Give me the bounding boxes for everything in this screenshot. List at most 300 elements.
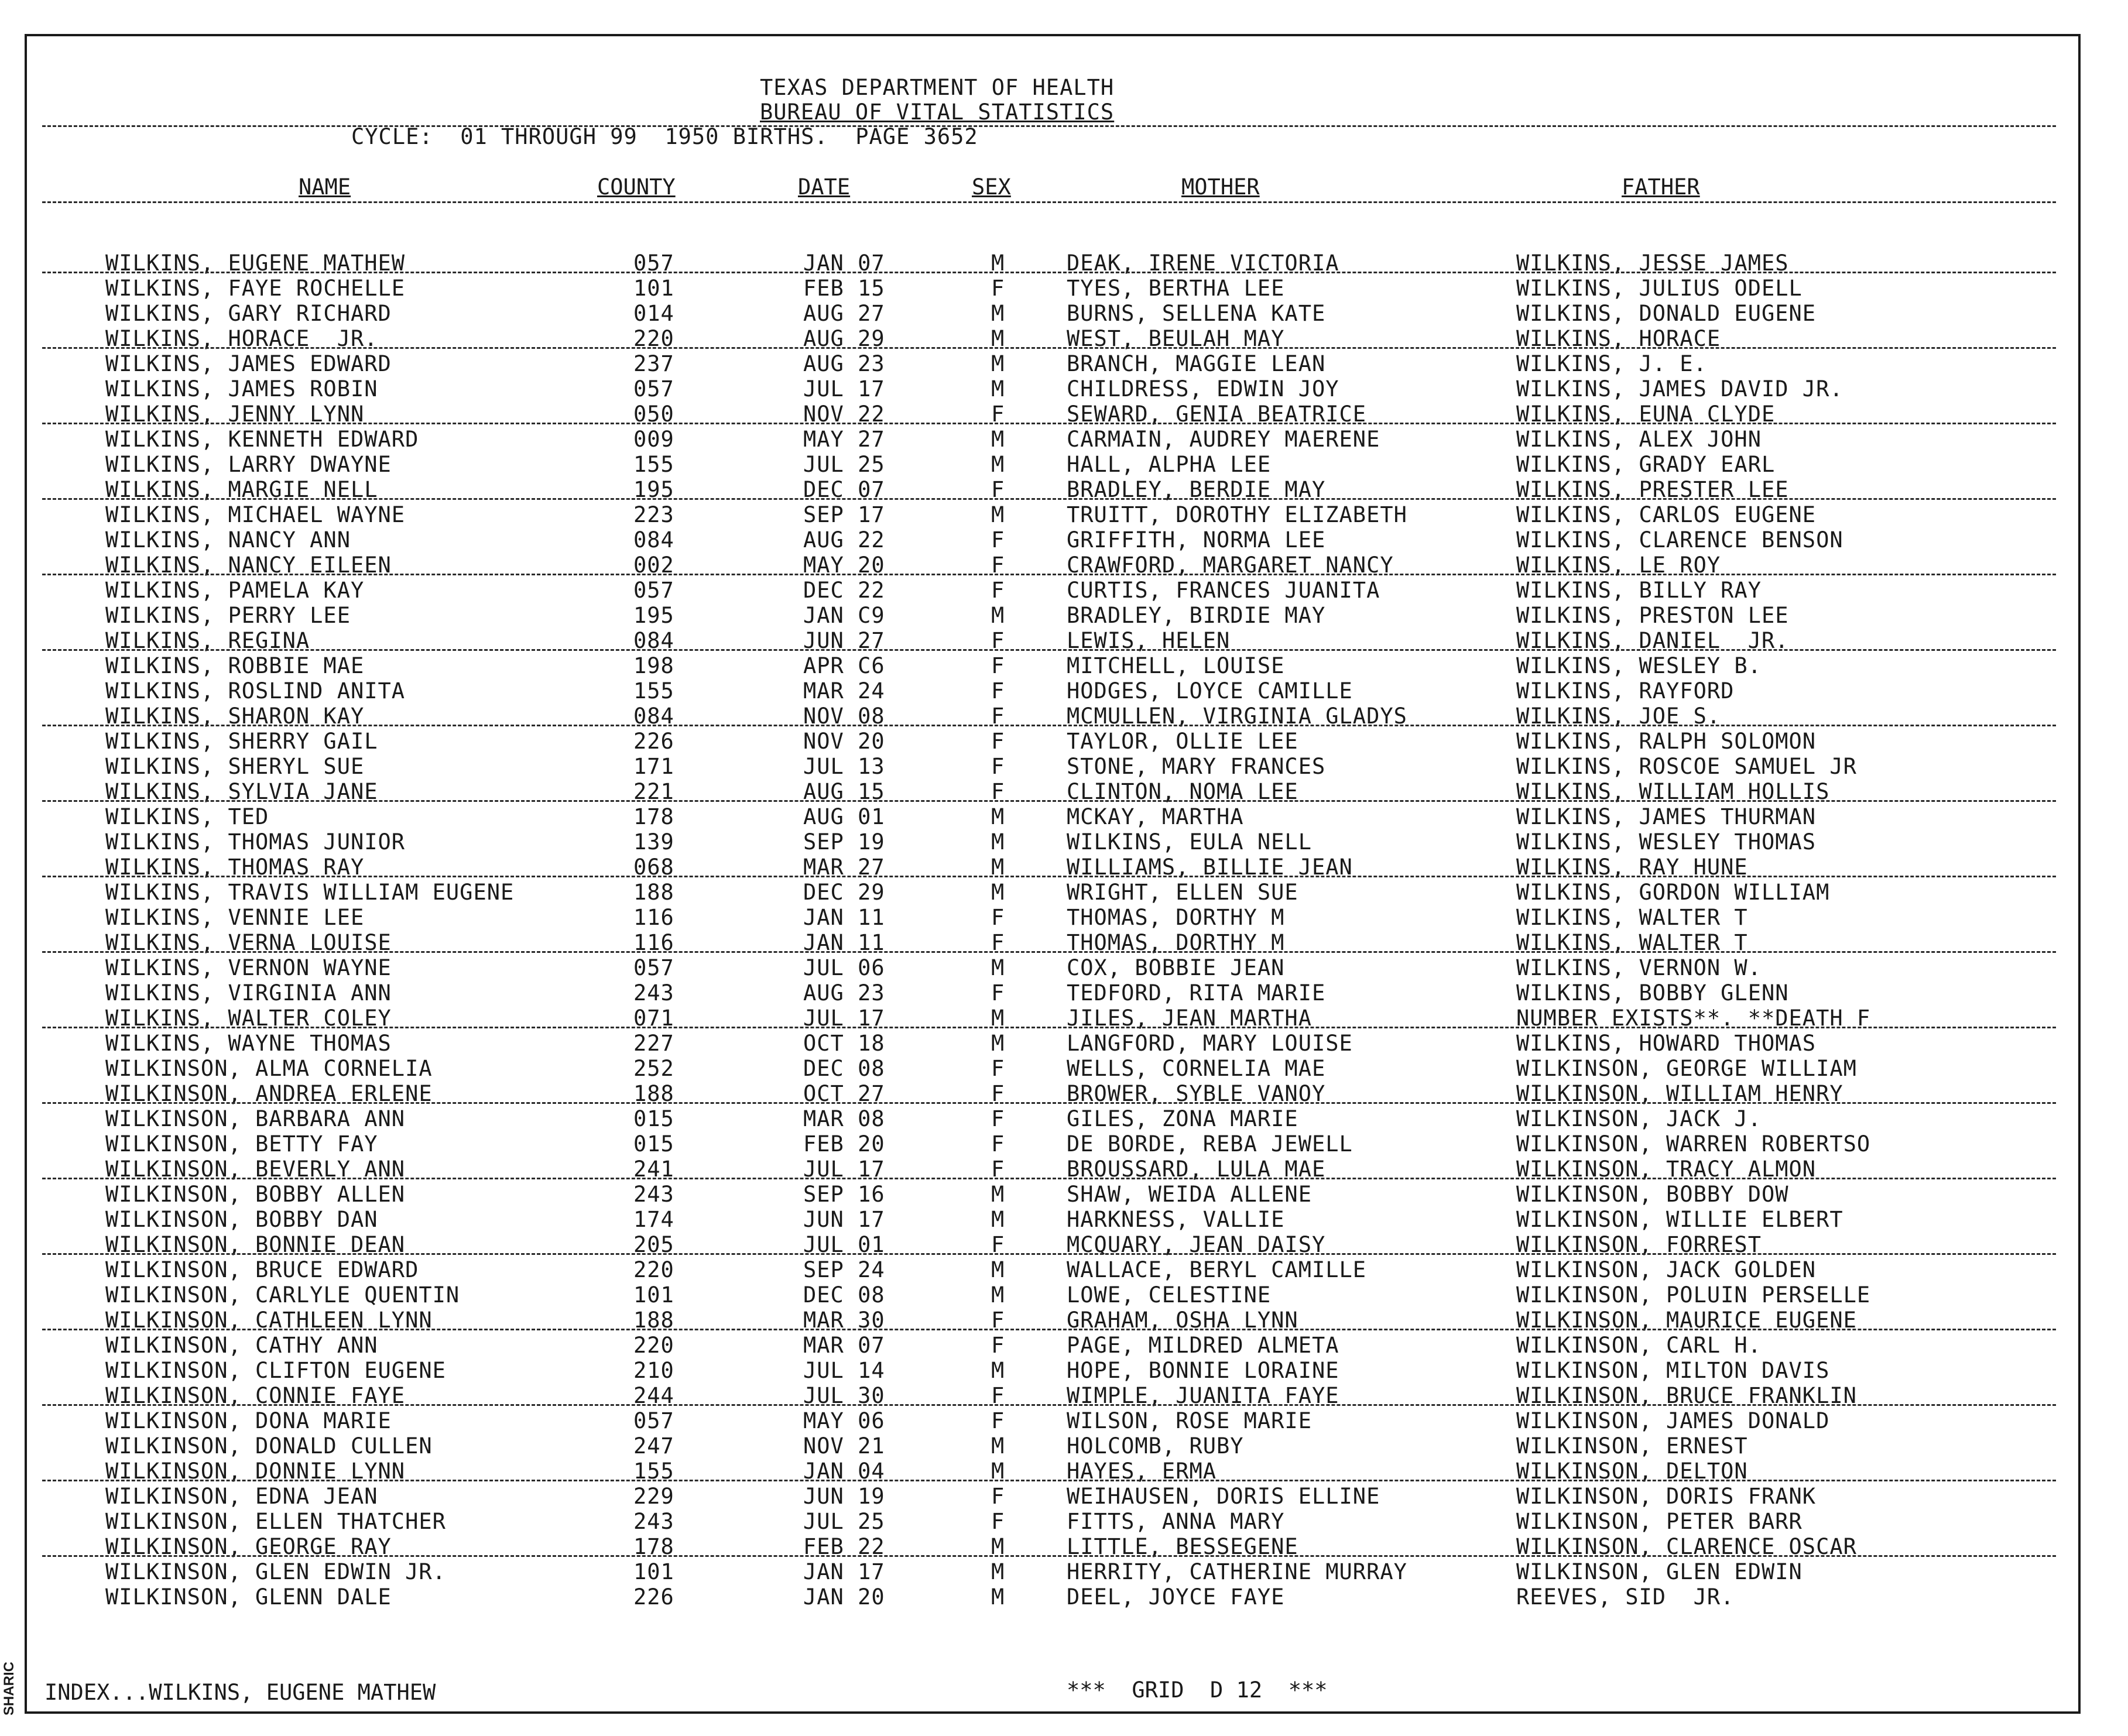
cell-mother: CARMAIN, AUDREY MAERENE xyxy=(1067,427,1380,452)
cell-county: 057 xyxy=(633,578,674,603)
row-separator xyxy=(42,574,2056,575)
table-row xyxy=(0,1383,2128,1408)
cell-mother: TAYLOR, OLLIE LEE xyxy=(1067,729,1298,754)
cell-date: JAN 11 xyxy=(803,905,885,930)
cell-county: 057 xyxy=(633,251,674,276)
row-separator xyxy=(42,1178,2056,1179)
cell-sex: F xyxy=(991,754,1005,779)
cell-mother: BRADLEY, BERDIE MAY xyxy=(1067,477,1326,502)
cell-sex: M xyxy=(991,1559,1005,1584)
cell-name: WILKINS, PERRY LEE xyxy=(105,603,351,628)
cell-sex: M xyxy=(991,1459,1005,1484)
cell-mother: JILES, JEAN MARTHA xyxy=(1067,1006,1312,1031)
cell-mother: THOMAS, DORTHY M xyxy=(1067,905,1285,930)
cell-father: WILKINS, WALTER T xyxy=(1516,930,1748,955)
cell-county: 057 xyxy=(633,376,674,402)
cell-date: JUL 14 xyxy=(803,1358,885,1383)
cell-sex: F xyxy=(991,1131,1005,1157)
column-header-divider xyxy=(42,201,2056,203)
table-row xyxy=(0,578,2128,603)
cell-name: WILKINSON, GEORGE RAY xyxy=(105,1534,392,1559)
cell-mother: GRIFFITH, NORMA LEE xyxy=(1067,527,1326,553)
cell-mother: HERRITY, CATHERINE MURRAY xyxy=(1067,1559,1407,1584)
cell-county: 155 xyxy=(633,452,674,477)
cell-father: WILKINS, HOWARD THOMAS xyxy=(1516,1031,1817,1056)
table-row xyxy=(0,1257,2128,1282)
cell-name: WILKINS, SYLVIA JANE xyxy=(105,779,378,804)
column-header-county: COUNTY xyxy=(597,174,676,200)
table-row xyxy=(0,729,2128,754)
cell-county: 057 xyxy=(633,1408,674,1433)
cell-county: 155 xyxy=(633,678,674,704)
table-row xyxy=(0,1157,2128,1182)
row-separator xyxy=(42,951,2056,953)
cell-county: 243 xyxy=(633,1509,674,1534)
cell-sex: M xyxy=(991,1534,1005,1559)
cell-mother: DEEL, JOYCE FAYE xyxy=(1067,1584,1285,1610)
cell-name: WILKINS, EUGENE MATHEW xyxy=(105,251,406,276)
cell-father: WILKINSON, JACK J. xyxy=(1516,1106,1762,1131)
row-separator xyxy=(42,1404,2056,1406)
cell-name: WILKINSON, BOBBY ALLEN xyxy=(105,1182,406,1207)
cell-date: JUL 06 xyxy=(803,955,885,980)
cell-date: AUG 15 xyxy=(803,779,885,804)
cell-name: WILKINS, VIRGINIA ANN xyxy=(105,980,392,1006)
cell-date: JUL 30 xyxy=(803,1383,885,1408)
cell-mother: WEST, BEULAH MAY xyxy=(1067,326,1285,351)
cell-mother: WILLIAMS, BILLIE JEAN xyxy=(1067,855,1353,880)
cell-date: MAR 27 xyxy=(803,855,885,880)
cell-county: 101 xyxy=(633,1282,674,1308)
cell-date: DEC 07 xyxy=(803,477,885,502)
cell-father: REEVES, SID JR. xyxy=(1516,1584,1735,1610)
cell-date: JAN 17 xyxy=(803,1559,885,1584)
cell-date: JUL 17 xyxy=(803,1157,885,1182)
table-row xyxy=(0,553,2128,578)
table-row xyxy=(0,1106,2128,1131)
cell-sex: M xyxy=(991,376,1005,402)
cell-sex: M xyxy=(991,603,1005,628)
cell-date: JUL 13 xyxy=(803,754,885,779)
cell-county: 223 xyxy=(633,502,674,527)
cell-name: WILKINS, JAMES ROBIN xyxy=(105,376,378,402)
cell-county: 244 xyxy=(633,1383,674,1408)
cell-name: WILKINS, MARGIE NELL xyxy=(105,477,378,502)
cell-mother: COX, BOBBIE JEAN xyxy=(1067,955,1285,980)
table-row xyxy=(0,326,2128,351)
cell-name: WILKINS, MICHAEL WAYNE xyxy=(105,502,406,527)
table-row xyxy=(0,427,2128,452)
cell-father: WILKINS, HORACE xyxy=(1516,326,1721,351)
cell-name: WILKINSON, DONA MARIE xyxy=(105,1408,392,1433)
cell-date: OCT 18 xyxy=(803,1031,885,1056)
cell-date: AUG 27 xyxy=(803,301,885,326)
cell-father: WILKINS, LE ROY xyxy=(1516,553,1721,578)
cell-father: WILKINSON, BRUCE FRANKLIN xyxy=(1516,1383,1857,1408)
cell-name: WILKINSON, GLENN DALE xyxy=(105,1584,392,1610)
cell-date: AUG 22 xyxy=(803,527,885,553)
cell-date: JAN 07 xyxy=(803,251,885,276)
cell-county: 221 xyxy=(633,779,674,804)
cell-father: WILKINSON, MILTON DAVIS xyxy=(1516,1358,1830,1383)
cell-mother: THOMAS, DORTHY M xyxy=(1067,930,1285,955)
cell-county: 084 xyxy=(633,628,674,653)
row-separator xyxy=(42,725,2056,726)
cell-father: WILKINSON, GLEN EDWIN xyxy=(1516,1559,1803,1584)
cell-date: NOV 08 xyxy=(803,704,885,729)
cell-father: WILKINS, JAMES DAVID JR. xyxy=(1516,376,1843,402)
cell-father: WILKINSON, WARREN ROBERTSO xyxy=(1516,1131,1871,1157)
cell-name: WILKINSON, CONNIE FAYE xyxy=(105,1383,406,1408)
cell-date: FEB 20 xyxy=(803,1131,885,1157)
cell-mother: LOWE, CELESTINE xyxy=(1067,1282,1272,1308)
table-row xyxy=(0,1056,2128,1081)
cell-sex: F xyxy=(991,678,1005,704)
table-row xyxy=(0,477,2128,502)
cell-name: WILKINSON, ALMA CORNELIA xyxy=(105,1056,433,1081)
cell-sex: M xyxy=(991,880,1005,905)
cell-father: WILKINSON, WILLIE ELBERT xyxy=(1516,1207,1843,1232)
table-row xyxy=(0,1358,2128,1383)
cell-date: SEP 16 xyxy=(803,1182,885,1207)
table-row xyxy=(0,678,2128,704)
cell-county: 226 xyxy=(633,729,674,754)
cell-mother: WELLS, CORNELIA MAE xyxy=(1067,1056,1326,1081)
cell-county: 178 xyxy=(633,1534,674,1559)
cell-father: WILKINSON, GEORGE WILLIAM xyxy=(1516,1056,1857,1081)
table-row xyxy=(0,1333,2128,1358)
cell-county: 188 xyxy=(633,1308,674,1333)
cell-sex: M xyxy=(991,427,1005,452)
table-row xyxy=(0,1232,2128,1257)
cell-father: WILKINS, ROSCOE SAMUEL JR xyxy=(1516,754,1857,779)
cell-name: WILKINSON, ELLEN THATCHER xyxy=(105,1509,446,1534)
cell-sex: F xyxy=(991,477,1005,502)
table-row xyxy=(0,1081,2128,1106)
cell-mother: BROUSSARD, LULA MAE xyxy=(1067,1157,1326,1182)
cell-mother: TEDFORD, RITA MARIE xyxy=(1067,980,1326,1006)
cell-mother: MCKAY, MARTHA xyxy=(1067,804,1244,829)
cell-sex: M xyxy=(991,1207,1005,1232)
table-row xyxy=(0,1031,2128,1056)
cell-mother: MCQUARY, JEAN DAISY xyxy=(1067,1232,1326,1257)
cell-date: MAR 30 xyxy=(803,1308,885,1333)
cell-date: SEP 24 xyxy=(803,1257,885,1282)
column-header-father: FATHER xyxy=(1622,174,1700,200)
cell-name: WILKINS, FAYE ROCHELLE xyxy=(105,276,406,301)
cell-father: WILKINSON, CARL H. xyxy=(1516,1333,1762,1358)
row-separator xyxy=(42,1027,2056,1028)
cell-date: NOV 20 xyxy=(803,729,885,754)
cell-sex: F xyxy=(991,628,1005,653)
cell-county: 229 xyxy=(633,1484,674,1509)
cell-date: JAN 20 xyxy=(803,1584,885,1610)
cell-county: 101 xyxy=(633,276,674,301)
cell-sex: M xyxy=(991,855,1005,880)
cell-mother: CHILDRESS, EDWIN JOY xyxy=(1067,376,1339,402)
table-row xyxy=(0,829,2128,855)
cell-name: WILKINS, SHERRY GAIL xyxy=(105,729,378,754)
row-separator xyxy=(42,347,2056,349)
cell-father: WILKINS, JULIUS ODELL xyxy=(1516,276,1803,301)
cell-mother: GRAHAM, OSHA LYNN xyxy=(1067,1308,1298,1333)
cell-name: WILKINSON, CATHLEEN LYNN xyxy=(105,1308,433,1333)
cell-sex: F xyxy=(991,1509,1005,1534)
table-row xyxy=(0,603,2128,628)
cell-mother: BRADLEY, BIRDIE MAY xyxy=(1067,603,1326,628)
row-separator xyxy=(42,1102,2056,1104)
cell-county: 084 xyxy=(633,704,674,729)
cell-sex: F xyxy=(991,1157,1005,1182)
cell-name: WILKINSON, CATHY ANN xyxy=(105,1333,378,1358)
cell-name: WILKINS, VENNIE LEE xyxy=(105,905,365,930)
cell-father: WILKINS, RAY HUNE xyxy=(1516,855,1748,880)
cell-date: AUG 01 xyxy=(803,804,885,829)
cell-county: 155 xyxy=(633,1459,674,1484)
cell-mother: CLINTON, NOMA LEE xyxy=(1067,779,1298,804)
cell-date: DEC 29 xyxy=(803,880,885,905)
cell-mother: WEIHAUSEN, DORIS ELLINE xyxy=(1067,1484,1380,1509)
cell-father: WILKINS, RAYFORD xyxy=(1516,678,1735,704)
footer-index: INDEX...WILKINS, EUGENE MATHEW xyxy=(44,1680,436,1705)
cell-county: 050 xyxy=(633,402,674,427)
cell-mother: HOPE, BONNIE LORAINE xyxy=(1067,1358,1339,1383)
cell-date: OCT 27 xyxy=(803,1081,885,1106)
cell-date: SEP 19 xyxy=(803,829,885,855)
cell-county: 220 xyxy=(633,326,674,351)
cell-county: 116 xyxy=(633,930,674,955)
row-separator xyxy=(42,272,2056,273)
cell-sex: M xyxy=(991,502,1005,527)
cell-mother: BURNS, SELLENA KATE xyxy=(1067,301,1326,326)
cell-father: WILKINSON, JACK GOLDEN xyxy=(1516,1257,1817,1282)
cell-mother: LEWIS, HELEN xyxy=(1067,628,1231,653)
cell-county: 252 xyxy=(633,1056,674,1081)
cell-county: 068 xyxy=(633,855,674,880)
cell-county: 220 xyxy=(633,1333,674,1358)
cell-sex: F xyxy=(991,1408,1005,1433)
cell-name: WILKINSON, DONNIE LYNN xyxy=(105,1459,406,1484)
cell-sex: M xyxy=(991,1006,1005,1031)
cell-date: FEB 15 xyxy=(803,276,885,301)
bureau-title: BUREAU OF VITAL STATISTICS xyxy=(760,100,1115,125)
cell-father: WILKINS, GRADY EARL xyxy=(1516,452,1776,477)
cell-sex: M xyxy=(991,251,1005,276)
cell-father: WILKINS, CARLOS EUGENE xyxy=(1516,502,1817,527)
cell-county: 171 xyxy=(633,754,674,779)
cell-sex: F xyxy=(991,1106,1005,1131)
cell-name: WILKINSON, DONALD CULLEN xyxy=(105,1433,433,1459)
cell-father: WILKINSON, PETER BARR xyxy=(1516,1509,1803,1534)
cell-date: JAN 04 xyxy=(803,1459,885,1484)
cell-mother: HAYES, ERMA xyxy=(1067,1459,1217,1484)
table-row xyxy=(0,980,2128,1006)
cell-father: WILKINS, RALPH SOLOMON xyxy=(1516,729,1817,754)
cell-sex: F xyxy=(991,653,1005,678)
cell-date: APR C6 xyxy=(803,653,885,678)
cell-name: WILKINSON, GLEN EDWIN JR. xyxy=(105,1559,446,1584)
table-row xyxy=(0,653,2128,678)
table-row xyxy=(0,779,2128,804)
cell-mother: HALL, ALPHA LEE xyxy=(1067,452,1272,477)
cell-name: WILKINS, SHARON KAY xyxy=(105,704,365,729)
table-row xyxy=(0,502,2128,527)
cell-mother: TRUITT, DOROTHY ELIZABETH xyxy=(1067,502,1407,527)
column-header-sex: SEX xyxy=(972,174,1011,200)
table-row xyxy=(0,1484,2128,1509)
cell-county: 178 xyxy=(633,804,674,829)
cell-name: WILKINS, VERNA LOUISE xyxy=(105,930,392,955)
cell-father: WILKINSON, CLARENCE OSCAR xyxy=(1516,1534,1857,1559)
cell-date: MAR 24 xyxy=(803,678,885,704)
column-header-name: NAME xyxy=(299,174,351,200)
cell-father: NUMBER EXISTS**. **DEATH F xyxy=(1516,1006,1871,1031)
table-row xyxy=(0,376,2128,402)
cell-county: 243 xyxy=(633,1182,674,1207)
row-separator xyxy=(42,1253,2056,1255)
cell-father: WILKINS, PRESTON LEE xyxy=(1516,603,1789,628)
cell-county: 014 xyxy=(633,301,674,326)
cell-mother: SEWARD, GENIA BEATRICE xyxy=(1067,402,1367,427)
cell-name: WILKINS, THOMAS RAY xyxy=(105,855,365,880)
table-row xyxy=(0,1459,2128,1484)
cell-sex: M xyxy=(991,301,1005,326)
cell-sex: F xyxy=(991,1383,1005,1408)
cell-father: WILKINSON, DORIS FRANK xyxy=(1516,1484,1817,1509)
row-separator xyxy=(42,423,2056,424)
cell-county: 139 xyxy=(633,829,674,855)
cell-date: JAN 11 xyxy=(803,930,885,955)
cell-father: WILKINS, ALEX JOHN xyxy=(1516,427,1762,452)
table-row xyxy=(0,754,2128,779)
cell-county: 101 xyxy=(633,1559,674,1584)
cell-sex: F xyxy=(991,729,1005,754)
cell-father: WILKINSON, ERNEST xyxy=(1516,1433,1748,1459)
cell-sex: F xyxy=(991,980,1005,1006)
cell-sex: M xyxy=(991,1282,1005,1308)
cell-county: 009 xyxy=(633,427,674,452)
cell-name: WILKINS, ROSLIND ANITA xyxy=(105,678,406,704)
cell-sex: M xyxy=(991,1433,1005,1459)
cell-date: MAR 07 xyxy=(803,1333,885,1358)
cell-father: WILKINS, BOBBY GLENN xyxy=(1516,980,1789,1006)
cell-name: WILKINS, TED xyxy=(105,804,269,829)
cell-date: MAY 06 xyxy=(803,1408,885,1433)
cell-sex: F xyxy=(991,553,1005,578)
cell-mother: WILKINS, EULA NELL xyxy=(1067,829,1312,855)
cell-father: WILKINS, JESSE JAMES xyxy=(1516,251,1789,276)
cell-county: 195 xyxy=(633,477,674,502)
row-separator xyxy=(42,1555,2056,1557)
cell-mother: STONE, MARY FRANCES xyxy=(1067,754,1326,779)
side-label: SHARIC xyxy=(1,1662,17,1716)
cell-sex: F xyxy=(991,1081,1005,1106)
row-separator xyxy=(42,1480,2056,1481)
cell-mother: BRANCH, MAGGIE LEAN xyxy=(1067,351,1326,376)
cell-father: WILKINSON, BOBBY DOW xyxy=(1516,1182,1789,1207)
cell-date: JUN 19 xyxy=(803,1484,885,1509)
cell-date: JUN 27 xyxy=(803,628,885,653)
cell-mother: SHAW, WEIDA ALLENE xyxy=(1067,1182,1312,1207)
cell-sex: F xyxy=(991,704,1005,729)
cell-father: WILKINS, WESLEY THOMAS xyxy=(1516,829,1817,855)
cell-sex: M xyxy=(991,1182,1005,1207)
cell-mother: TYES, BERTHA LEE xyxy=(1067,276,1285,301)
cell-sex: F xyxy=(991,930,1005,955)
cell-date: JUN 17 xyxy=(803,1207,885,1232)
table-row xyxy=(0,1509,2128,1534)
table-row xyxy=(0,905,2128,930)
cell-sex: F xyxy=(991,276,1005,301)
cell-date: MAR 08 xyxy=(803,1106,885,1131)
cell-mother: FITTS, ANNA MARY xyxy=(1067,1509,1285,1534)
table-row xyxy=(0,704,2128,729)
cell-name: WILKINS, VERNON WAYNE xyxy=(105,955,392,980)
cell-sex: F xyxy=(991,779,1005,804)
cell-sex: M xyxy=(991,326,1005,351)
cell-sex: M xyxy=(991,804,1005,829)
cell-father: WILKINSON, JAMES DONALD xyxy=(1516,1408,1830,1433)
cell-date: JUL 17 xyxy=(803,1006,885,1031)
cell-father: WILKINS, VERNON W. xyxy=(1516,955,1762,980)
table-row xyxy=(0,351,2128,376)
table-row xyxy=(0,1433,2128,1459)
department-title: TEXAS DEPARTMENT OF HEALTH xyxy=(760,75,1115,100)
cell-mother: MCMULLEN, VIRGINIA GLADYS xyxy=(1067,704,1407,729)
cell-county: 195 xyxy=(633,603,674,628)
cell-father: WILKINS, DANIEL JR. xyxy=(1516,628,1789,653)
table-row xyxy=(0,855,2128,880)
cell-sex: M xyxy=(991,829,1005,855)
table-row xyxy=(0,930,2128,955)
cell-county: 002 xyxy=(633,553,674,578)
cycle-line: CYCLE: 01 THROUGH 99 1950 BIRTHS. PAGE 3652 xyxy=(351,124,978,149)
cell-father: WILKINS, WESLEY B. xyxy=(1516,653,1762,678)
cell-sex: F xyxy=(991,527,1005,553)
cell-name: WILKINS, SHERYL SUE xyxy=(105,754,365,779)
cell-sex: M xyxy=(991,1584,1005,1610)
table-row xyxy=(0,880,2128,905)
cell-father: WILKINSON, MAURICE EUGENE xyxy=(1516,1308,1857,1333)
table-row xyxy=(0,1006,2128,1031)
cell-county: 210 xyxy=(633,1358,674,1383)
table-row xyxy=(0,1559,2128,1584)
cell-name: WILKINS, WAYNE THOMAS xyxy=(105,1031,392,1056)
cell-date: AUG 29 xyxy=(803,326,885,351)
cell-sex: F xyxy=(991,578,1005,603)
cell-date: AUG 23 xyxy=(803,351,885,376)
cell-name: WILKINS, TRAVIS WILLIAM EUGENE xyxy=(105,880,515,905)
cell-county: 243 xyxy=(633,980,674,1006)
cell-county: 241 xyxy=(633,1157,674,1182)
cell-father: WILKINSON, WILLIAM HENRY xyxy=(1516,1081,1843,1106)
cell-father: WILKINSON, TRACY ALMON xyxy=(1516,1157,1817,1182)
header-divider xyxy=(42,125,2056,127)
cell-county: 084 xyxy=(633,527,674,553)
row-separator xyxy=(42,876,2056,877)
records-table xyxy=(0,251,2128,1610)
row-separator xyxy=(42,800,2056,802)
cell-name: WILKINSON, CLIFTON EUGENE xyxy=(105,1358,446,1383)
table-row xyxy=(0,1308,2128,1333)
table-row xyxy=(0,452,2128,477)
cell-date: DEC 22 xyxy=(803,578,885,603)
cell-name: WILKINS, KENNETH EDWARD xyxy=(105,427,419,452)
cell-sex: M xyxy=(991,351,1005,376)
table-row xyxy=(0,955,2128,980)
table-row xyxy=(0,251,2128,276)
row-separator xyxy=(42,649,2056,651)
